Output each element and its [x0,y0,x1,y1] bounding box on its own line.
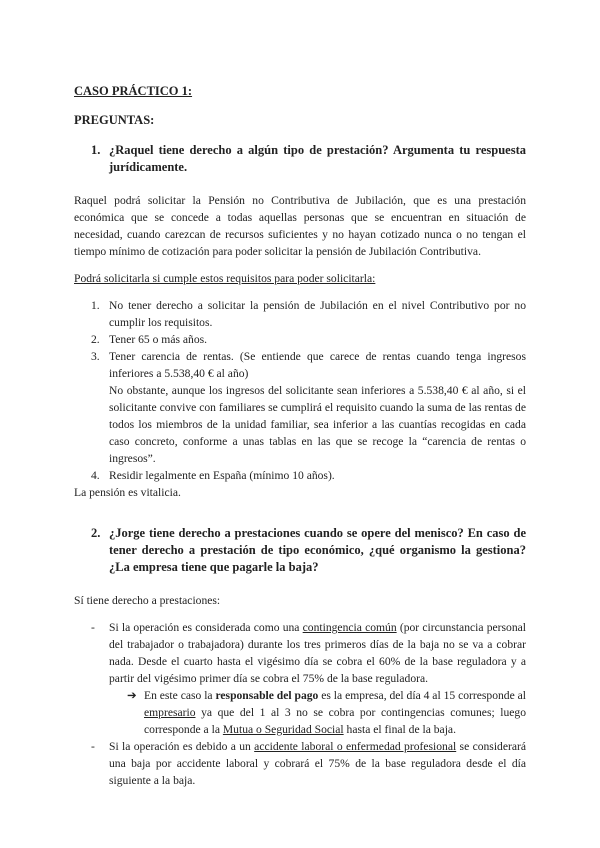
requirement-number: 4. [91,469,100,482]
question-2-text: ¿Jorge tiene derecho a prestaciones cuando se opere del menisco? En caso de tener derecho a prestación de tipo económico, ¿qué organismo la gestiona? ¿La empresa tiene que pagarle la baja? [109,526,526,574]
arrow-icon: ➔ [127,689,137,702]
work-accident-term: accidente laboral o enfermedad profesional [254,740,457,753]
question-1 [91,142,526,176]
bullet-text: Si la operación es considerada como una contingencia común (por circunstancia personal del trabajador o trabajadora) durante los tres primeros días de la baja no se va a cobrar nada. Desde el cuarto hasta el vigésimo día se cobra el 60% de la base reguladora y a partir del vigésimo primer día se cobra el 75% de la base reguladora. [109,621,526,685]
requirements-intro [74,270,526,287]
case-title: CASO PRÁCTICO 1: [74,84,193,98]
requirement-item [91,348,526,467]
question-1-number: 1. [91,143,101,157]
employer-term: empresario [144,706,196,719]
requirement-text: Tener carencia de rentas. (Se entiende que carece de rentas cuando tenga ingresos inferiores a 5.538,40 € al año) [109,350,526,380]
pension-lifelong-note: La pensión es vitalicia. [74,486,181,499]
question-1-text: ¿Raquel tiene derecho a algún tipo de prestación? Argumenta tu respuesta jurídicamente. [109,143,526,174]
requirement-text: Tener 65 o más años. [109,333,208,346]
sub-bullet-payment-responsibility [127,687,526,738]
requirement-number: 2. [91,333,100,346]
requirement-extra: No obstante, aunque los ingresos del solicitante sean inferiores a 5.538,40 € al año, si el solicitante convive con familiares se cumplirá el requisito cuando la suma de las rentas de todos los miembros de la unidad familiar, sea inferior a las cuantías recogidas en cada caso concreto, conforme a unas tablas en las que se recoge la “carencia de rentas o ingresos”. [109,384,526,465]
mutual-social-security-term: Mutua o Seguridad Social [222,723,344,736]
question-2-number: 2. [91,526,101,540]
requirement-number: 1. [91,299,100,312]
requirements-intro-text: Podrá solicitarla si cumple estos requisitos para poder solicitarla: [74,272,376,285]
question-1-answer: Raquel podrá solicitar la Pensión no Contributiva de Jubilación, que es una prestación económica que se concede a todas aquellas personas que se encuentran en situación de necesidad, cuando carezcan de recursos suficientes y no hayan cotizado nunca o no tengan el tiempo mínimo de cotización para poder solicitar la pensión de Jubilación Contributiva. [74,194,526,258]
bullet-dash: - [91,621,95,634]
payment-responsible-term: responsable del pago [215,689,319,702]
sub-bullet-text: En este caso la responsable del pago es la empresa, del día 4 al 15 corresponde al empresario ya que del 1 al 3 no se cobra por contingencias comunes; luego corresponde a la Mutua o Seguridad Social hasta el final de la baja. [144,689,526,736]
common-contingency-term: contingencia común [302,621,397,634]
requirement-item [91,331,526,348]
bullet-dash: - [91,740,95,753]
bullet-text: Si la operación es debido a un accidente laboral o enfermedad profesional se considerará una baja por accidente laboral y cobrará el 75% de la base reguladora desde el día siguiente a la baja. [109,740,526,787]
requirement-item [91,297,526,331]
bullet-work-accident [91,738,526,789]
requirement-text: Residir legalmente en España (mínimo 10 años). [109,469,335,482]
has-right-statement: Sí tiene derecho a prestaciones: [74,594,221,607]
question-2 [91,525,526,576]
requirement-number: 3. [91,350,100,363]
requirement-text: No tener derecho a solicitar la pensión de Jubilación en el nivel Contributivo por no cumplir los requisitos. [109,299,526,329]
bullet-common-contingency [91,619,526,687]
questions-heading: PREGUNTAS: [74,113,155,127]
requirement-item [91,467,526,484]
requirements-list [74,297,526,484]
requirement-text-block [109,348,526,467]
